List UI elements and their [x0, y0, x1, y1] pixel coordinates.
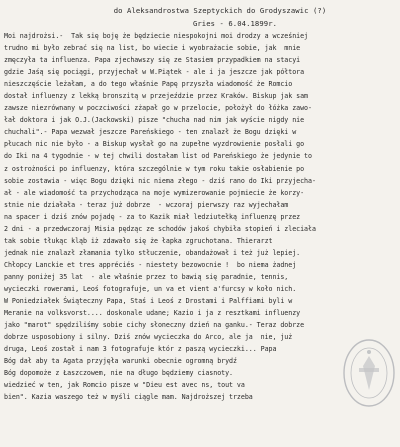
letter-line: zawsze niezrównany w poczciwości zżapał go w przelocie, położył do łóżka zawo- — [4, 104, 312, 113]
letter-line: chuchali".- Papa wezwał jeszcze Pareńskiego - ten znalazł że Bogu dzięki w — [4, 128, 297, 137]
letter-line: wycieczki rowerami, Leoś fotografuje, un va et vient a'furcsy w koło nich. — [4, 284, 297, 293]
letter-line: druga, Leoś został i nam 3 fotografuje któr z paszą wycieczki... Papa — [4, 345, 277, 354]
letter-line: Meranie na volksvorst.... doskonale udane; Kazio i ja z resztkami influenzy — [4, 309, 301, 318]
archive-stamp-seal — [342, 338, 396, 408]
header-place-date: Gries - 6.04.1899r. — [192, 19, 278, 28]
letter-line: dobrze usposobiony i silny. Dziś znów wycieczka do Arco, ale ja nie, już — [4, 333, 293, 342]
letter-line: zmęczyła ta influenza. Papa zjechawszy się ze Stasiem przypadkiem na stacyi — [4, 56, 301, 65]
letter-line: wiedzieć w ten, jak Romcio pisze w "Dieu est avec ns, tout va — [4, 381, 245, 390]
letter-line: jednak nie znalazł złamania tylko stłuczenie, obandażował i też już lepiej. — [4, 248, 301, 257]
letter-line: Chłopcy Lanckie et tres appréciés - niestety bezowocnie ! bo niema żadnej — [4, 260, 297, 269]
letter-line: dostał influenzy z lekką bronszitą w przejeździe przez Kraków. Biskup jak sam — [4, 92, 308, 101]
letter-line: nieszczęście leżałam, a do tego właśnie Papę przyszła wiadomość że Romcio — [4, 80, 293, 89]
letter-line: na spacer i dziś znów pojadę - za to Kazik miał ledziutełką influenzę przez — [4, 212, 301, 221]
letter-line: bien". Kazia waszego też w myśli ciągle mam. Najdroższej trzeba — [4, 393, 253, 402]
letter-line: łał doktora i jak O.J.(Jackowski) pisze "chucha nad nim jak wyście nigdy nie — [4, 116, 305, 125]
letter-body — [4, 30, 396, 403]
letter-line: jako "marot" spędziliśmy sobie cichy słoneczny dzień na ganku.- Teraz dobrze — [4, 321, 305, 330]
letter-line: Moi najdrożsi.- Tak się boję że będziecie niespokojni moi drodzy a wcześniej — [4, 32, 308, 40]
letter-line: ał - ale wiadomość ta przychodząca na moje wymizerowanie pojmiecie że korzy- — [4, 188, 305, 197]
letter-line: W Poniedziałek Świąteczny Papa, Staś i Leoś z Drostami i Palffiami byli w — [4, 297, 293, 306]
letter-line: panny poniżej 35 lat - ale właśnie przez to bawią się paradnie, tennis, — [4, 272, 289, 281]
letter-line: 2 dni - a przedwczoraj Misia pędząc ze schodów jakoś chybiła stopień i zleciała — [4, 224, 316, 233]
letter-line: trudno mi było zebrać się na list, bo wiecie i wyobrażacie sobie, jak mnie — [4, 44, 301, 53]
letter-line: z ostrożności po influenzy, która szczególnie w tym roku takie osłabienie po — [4, 164, 305, 173]
letter-header — [0, 6, 400, 28]
letter-line: do Iki na 4 tygodnie - w tej chwili dostałam list od Pareńskiego że jedynie to — [4, 152, 312, 161]
header-recipient: do Aleksandrostwa Szeptyckich do Grodyszawic (?) — [113, 6, 327, 15]
letter-line: płucach nic nie było - a Biskup wysłał go na zupełne wyzdrowienie posłali go — [4, 140, 305, 149]
letter-line: stnie nie działała - teraz już dobrze - wczoraj pierwszy raz wyjechałam — [4, 200, 289, 209]
letter-line: gdzie Jaśą się pociągi, przyjechał w W.Piątek - ale i ja jeszcze jak półtora — [4, 68, 305, 77]
letter-line: tak sobie tłukąc kląb iż zdawało się że łapka zgruchotana. Thierarzt — [4, 236, 273, 245]
letter-line: Bóg dopomoże z Łaszczowem, nie na długo będziemy ciasnoty. — [4, 369, 233, 378]
letter-line: sobie zostawia - więc Bogu dzięki nic niema złego - dziś rano do Iki przyjecha- — [4, 176, 316, 185]
letter-line: Bóg dał aby ta Agata przyjęła warunki obecnie ogromną brydź — [4, 357, 237, 366]
